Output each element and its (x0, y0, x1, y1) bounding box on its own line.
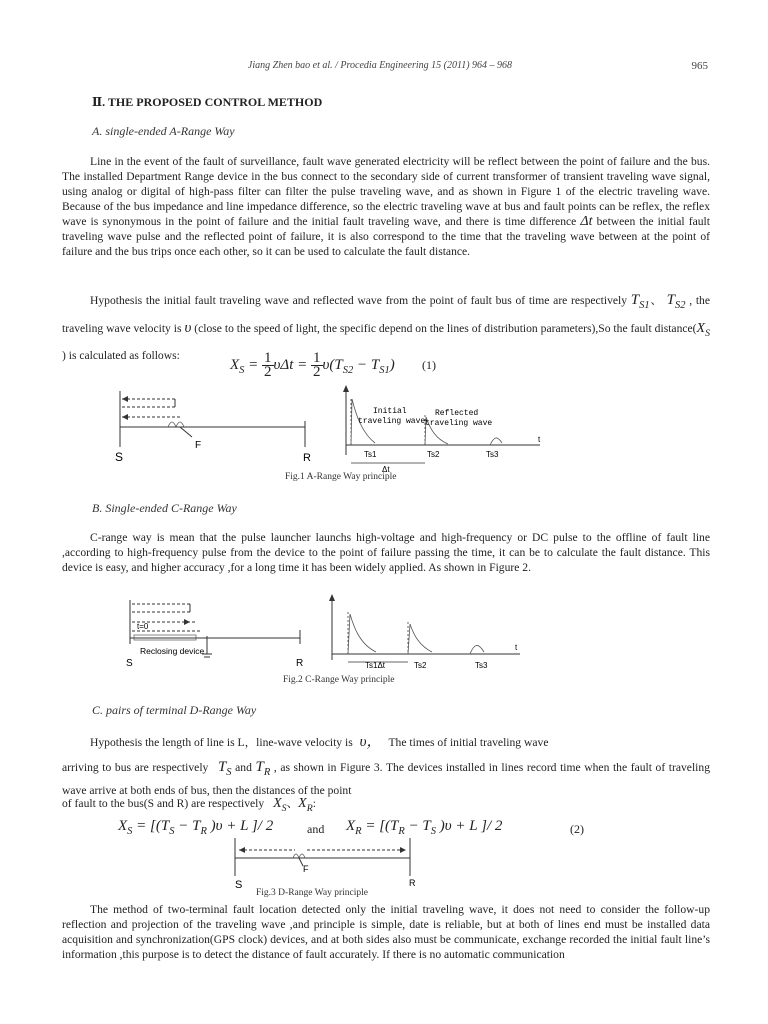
subscript: S (281, 802, 287, 814)
label-f: F (303, 864, 309, 874)
label-ts3: Ts3 (486, 450, 499, 459)
para-text: of fault to the bus(S and R) are respectively (62, 797, 265, 810)
label-t: t (515, 643, 518, 652)
fault-symbol (293, 854, 305, 858)
figure-2 (110, 592, 530, 676)
section-title: Ⅱ. THE PROPOSED CONTROL METHOD (92, 95, 323, 109)
para-text: Line in the event of the fault of surveillance, fault wave generated electricity will be reflect between the point of failure and the bus. The installed Department Range device in the bus connect to the secondary side of current transformer of transient traveling wave signal, using analog or digital of high-pass filter can filter the pulse traveling wave, and as shown in Figure 1 of the electric traveling wave. Because of the bus impedance and line impedance difference, so the electric traveling wave at bus and fault points can be reflex, the reflex wave is synonymous in the point of failure and the initial fault traveling wave, and there is time difference (62, 155, 710, 228)
ts-symbol (217, 759, 232, 778)
equation-1-label: (1) (422, 358, 436, 372)
label-s: S (126, 658, 133, 669)
para-text: Hypothesis the length of line is L，line-wave velocity is (90, 736, 353, 749)
label-initial-2: traveling wave (358, 417, 426, 426)
subsection-c-paragraph (62, 758, 710, 800)
figure-3 (225, 836, 425, 892)
xs-symbol (273, 796, 287, 814)
figure-2-caption: Fig.2 C-Range Way principle (283, 675, 395, 685)
arrow-head (400, 847, 406, 853)
label-ts1: Ts1 (364, 450, 377, 459)
label-ts2: Ts2 (414, 661, 427, 670)
subsection-b-paragraph: C-range way is mean that the pulse launcher launchs high-voltage and high-frequency or DC pulse to the offline of fault line ,according to high-frequency pulse from the device to the point of failure passing the time, it can be to calculate the fault distance. This device is easy, and higher accuracy ,for a long time it has been widely applied. As shown in Figure 2. (62, 531, 710, 574)
symbol: T (217, 759, 227, 775)
running-title: Jiang Zhen bao et al. / Procedia Engineering 15 (2011) 964 – 968 (247, 60, 513, 71)
label-dt: Δt (382, 465, 390, 474)
fault-arrow (180, 427, 192, 437)
arrow-head (122, 414, 128, 420)
label-f: F (195, 440, 202, 451)
label-reflected: Reflected (435, 409, 479, 418)
symbol: X (696, 321, 706, 336)
pulse-1 (348, 614, 376, 654)
subsection-a-paragraph-1 (62, 154, 710, 259)
ts2-symbol (666, 292, 686, 311)
figure-1 (100, 385, 560, 480)
page-number: 965 (691, 60, 708, 72)
figure-3-caption: Fig.3 D-Range Way principle (256, 888, 368, 898)
para-text: , as shown in Figure 3. The devices installed in lines record time when the fault of traveling wave arrive at both ends of bus, then the distances of the point (62, 761, 710, 797)
symbol: X (273, 796, 282, 811)
equation-1: $X_S$ = $\frac{1}{2}$ υΔt = $\frac{1}{2}$ $\upsilon(T_{S2} - T_{S1})$ (230, 350, 395, 380)
fault-symbol (168, 422, 184, 427)
subsection-b-title: B. Single-ended C-Range Way (92, 501, 237, 515)
subscript: R (306, 802, 313, 814)
label-reflected-2: traveling wave (425, 419, 493, 428)
label-s: S (235, 879, 243, 891)
tr-symbol (255, 759, 271, 778)
third-wave (490, 438, 502, 445)
label-t: t (538, 435, 541, 444)
para-text: ) is calculated as follows: (62, 348, 180, 362)
arrow-head (239, 847, 245, 853)
equation-2-label: (2) (570, 822, 584, 836)
figure-1-caption: Fig.1 A-Range Way principle (285, 472, 397, 482)
para-text: Hypothesis the initial fault traveling wave and reflected wave from the point of fault bus of time are respectively (90, 294, 628, 307)
pulse-2 (408, 624, 432, 654)
subsection-c-line-3 (62, 796, 710, 816)
velocity-symbol: υ， (359, 734, 382, 750)
label-r: R (303, 452, 311, 464)
para-text: (close to the speed of light, the specific depend on the lines of distribution parameters),So the fault distance( (194, 322, 697, 335)
xr-symbol (298, 796, 313, 814)
ts1-symbol (630, 292, 650, 311)
symbol: X (298, 796, 307, 811)
subsection-c-line-1 (62, 735, 710, 750)
and-text: and (235, 761, 252, 774)
velocity-symbol: υ (184, 320, 192, 336)
arrow-head (122, 396, 128, 402)
colon: : (312, 797, 316, 810)
subscript: S2 (674, 300, 686, 311)
label-ts3: Ts3 (475, 661, 488, 670)
pulse-3 (470, 645, 484, 654)
label-s: S (115, 450, 124, 464)
label-ts2: Ts2 (427, 450, 440, 459)
y-axis-arrow (329, 594, 335, 601)
subscript: S (705, 327, 710, 339)
equation-2b: $X_R = [(T_R - T_S$ )υ + L ]/ 2 (346, 818, 503, 837)
subscript: S (226, 767, 232, 778)
para-text: , the traveling wave velocity is (62, 294, 710, 335)
para-text: arriving to bus are respectively (62, 761, 209, 774)
separator: 、 (649, 294, 663, 307)
delta-t-symbol: Δt (580, 214, 593, 229)
equation-2-and: and (307, 822, 325, 836)
arrow-head (184, 619, 190, 625)
symbol: T (666, 292, 675, 308)
equation-2a: $X_S = [(T_S - T_R$ )υ + L ]/ 2 (118, 818, 274, 837)
separator: 、 (286, 797, 299, 810)
para-text: The times of initial traveling wave (388, 736, 549, 749)
label-reclosing-device: Reclosing device (140, 646, 205, 656)
subsection-c-title: C. pairs of terminal D-Range Way (92, 703, 257, 717)
label-ts1dt: Ts1Δt (365, 661, 386, 670)
para-text: between the initial fault traveling wave pulse and the reflected point of failure, it is also correspond to the time that the traveling wave between at the point of failure and the bus trips once each other, so it can be used to calculate the fault distance. (62, 215, 711, 258)
subscript: R (263, 767, 271, 778)
subscript: S1 (639, 300, 650, 311)
label-initial: Initial (373, 407, 407, 416)
subsection-c-final-paragraph: The method of two-terminal fault location detected only the initial traveling wave, it does not need to consider the follow-up reflection and projection of the traveling wave ,and principle is simple, date is reliable, but at both of lines end must be installed data acquisition and synchronization(GPS clock) devices, and at both sides also must be communicate, exchange recorded the initial fault line’s information ,this purpose is to detect the distance of fault accurately. If there is no automatic communication (62, 903, 710, 961)
label-t0: t=0 (137, 622, 149, 631)
symbol: T (630, 292, 640, 308)
subsection-a-title: A. single-ended A-Range Way (92, 124, 235, 138)
symbol: T (255, 759, 264, 775)
xs-symbol (696, 321, 710, 339)
y-axis-arrow (343, 385, 349, 392)
label-r: R (409, 878, 416, 888)
label-r: R (296, 658, 304, 669)
